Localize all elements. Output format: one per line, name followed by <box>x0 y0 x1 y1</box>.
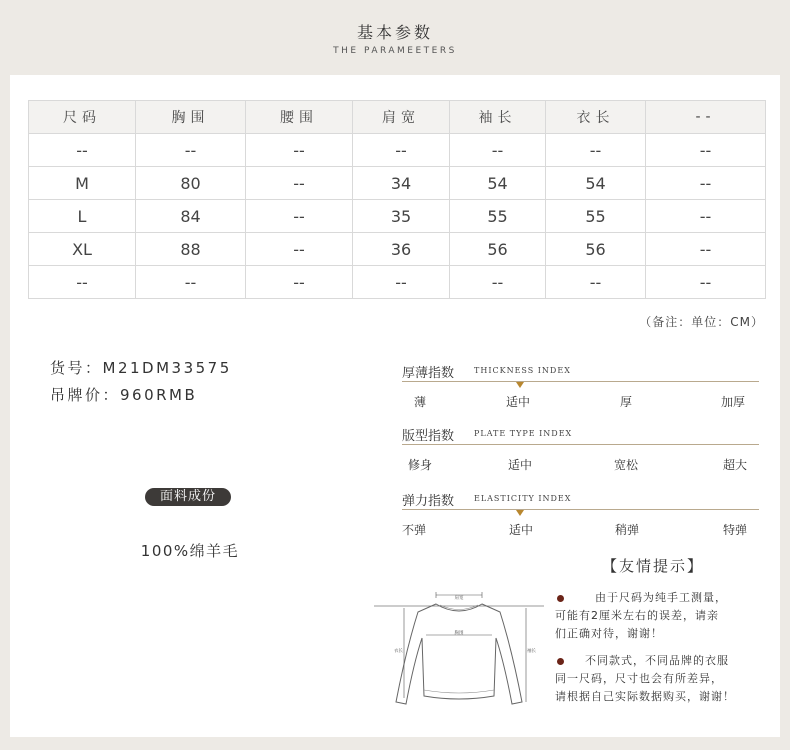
table-cell: -- <box>646 266 766 299</box>
table-cell: -- <box>136 266 246 299</box>
table-cell: 56 <box>546 233 646 266</box>
tips-title: 【友情提示】 <box>602 557 705 575</box>
table-cell: 56 <box>450 233 546 266</box>
table-cell: -- <box>246 167 353 200</box>
index-option: 薄 <box>414 395 427 409</box>
tip-line: 可能有2厘米左右的误差，请亲 <box>555 609 719 622</box>
table-cell: -- <box>353 134 450 167</box>
table-cell: 35 <box>353 200 450 233</box>
table-cell: 84 <box>136 200 246 233</box>
index-option: 宽松 <box>614 458 639 472</box>
table-cell: 36 <box>353 233 450 266</box>
size-table <box>28 100 766 299</box>
table-cell: -- <box>29 266 136 299</box>
tip-line: 不同款式，不同品牌的衣服 <box>585 654 729 667</box>
index-option: 修身 <box>408 458 433 472</box>
table-cell: -- <box>246 266 353 299</box>
table-cell: 80 <box>136 167 246 200</box>
table-cell: 55 <box>546 200 646 233</box>
index-option: 厚 <box>620 395 633 409</box>
index-scale-line <box>402 444 759 445</box>
index-title: 弹力指数 <box>402 494 455 509</box>
page-title: 基本参数 <box>356 23 433 42</box>
fabric-composition: 100%绵羊毛 <box>140 542 240 560</box>
table-cell: -- <box>646 167 766 200</box>
table-cell: 54 <box>546 167 646 200</box>
tip-line: 由于尺码为纯手工测量， <box>595 591 727 604</box>
table-row <box>29 233 766 266</box>
table-cell: 54 <box>450 167 546 200</box>
table-cell: 55 <box>450 200 546 233</box>
table-cell: -- <box>246 200 353 233</box>
table-cell: M <box>29 167 136 200</box>
index-marker <box>516 382 524 388</box>
index-title-en: THICKNESS INDEX <box>474 366 571 375</box>
table-cell: L <box>29 200 136 233</box>
table-cell: -- <box>546 134 646 167</box>
content-panel <box>10 75 780 737</box>
tip-line: 请根据自己实际数据购买，谢谢！ <box>555 690 735 703</box>
index-marker <box>516 510 524 516</box>
tip-line: 同一尺码，尺寸也会有所差异， <box>555 672 723 685</box>
chest-label: 胸围 <box>454 631 464 636</box>
index-option: 超大 <box>723 458 748 472</box>
fabric-badge: 面料成份 <box>145 488 231 506</box>
table-cell: -- <box>136 134 246 167</box>
sleeve-label: 袖长 <box>527 649 536 654</box>
tip-item <box>555 589 765 643</box>
table-cell: -- <box>29 134 136 167</box>
tip-item <box>555 652 765 706</box>
index-option: 适中 <box>506 395 531 409</box>
shoulder-label: 肩宽 <box>454 596 464 601</box>
table-row <box>29 200 766 233</box>
tip-line: 们正确对待，谢谢！ <box>555 627 663 640</box>
index-option: 适中 <box>508 458 533 472</box>
index-scale-line <box>402 381 759 382</box>
table-cell: -- <box>353 266 450 299</box>
index-option: 不弹 <box>402 523 427 537</box>
column-header: -- <box>646 101 766 134</box>
table-cell: -- <box>246 233 353 266</box>
table-cell: XL <box>29 233 136 266</box>
index-scale-line <box>402 509 759 510</box>
table-cell: -- <box>450 134 546 167</box>
column-header: 袖长 <box>450 101 546 134</box>
column-header: 尺码 <box>29 101 136 134</box>
column-header: 肩宽 <box>353 101 450 134</box>
length-label: 衣长 <box>394 649 403 654</box>
sweater-measurement-diagram <box>374 590 544 710</box>
table-header-row <box>29 101 766 134</box>
table-row <box>29 167 766 200</box>
table-cell: -- <box>646 233 766 266</box>
table-cell: -- <box>450 266 546 299</box>
table-row <box>29 266 766 299</box>
index-option: 适中 <box>509 523 534 537</box>
table-cell: 88 <box>136 233 246 266</box>
index-title-en: ELASTICITY INDEX <box>474 494 572 503</box>
tag-price: 吊牌价：960RMB <box>50 386 198 404</box>
page-subtitle: THE PARAMEETERS <box>333 46 457 56</box>
index-title: 厚薄指数 <box>402 366 455 381</box>
index-option: 稍弹 <box>615 523 640 537</box>
item-number: 货号：M21DM33575 <box>50 359 232 377</box>
table-cell: -- <box>646 200 766 233</box>
column-header: 衣长 <box>546 101 646 134</box>
index-option: 加厚 <box>721 395 746 409</box>
table-cell: -- <box>546 266 646 299</box>
table-row <box>29 134 766 167</box>
table-cell: -- <box>646 134 766 167</box>
column-header: 胸围 <box>136 101 246 134</box>
index-option: 特弹 <box>723 523 748 537</box>
table-cell: -- <box>246 134 353 167</box>
table-cell: 34 <box>353 167 450 200</box>
unit-note: （备注：单位：CM） <box>639 315 764 329</box>
column-header: 腰围 <box>246 101 353 134</box>
index-title-en: PLATE TYPE INDEX <box>474 429 573 438</box>
index-title: 版型指数 <box>402 429 455 444</box>
